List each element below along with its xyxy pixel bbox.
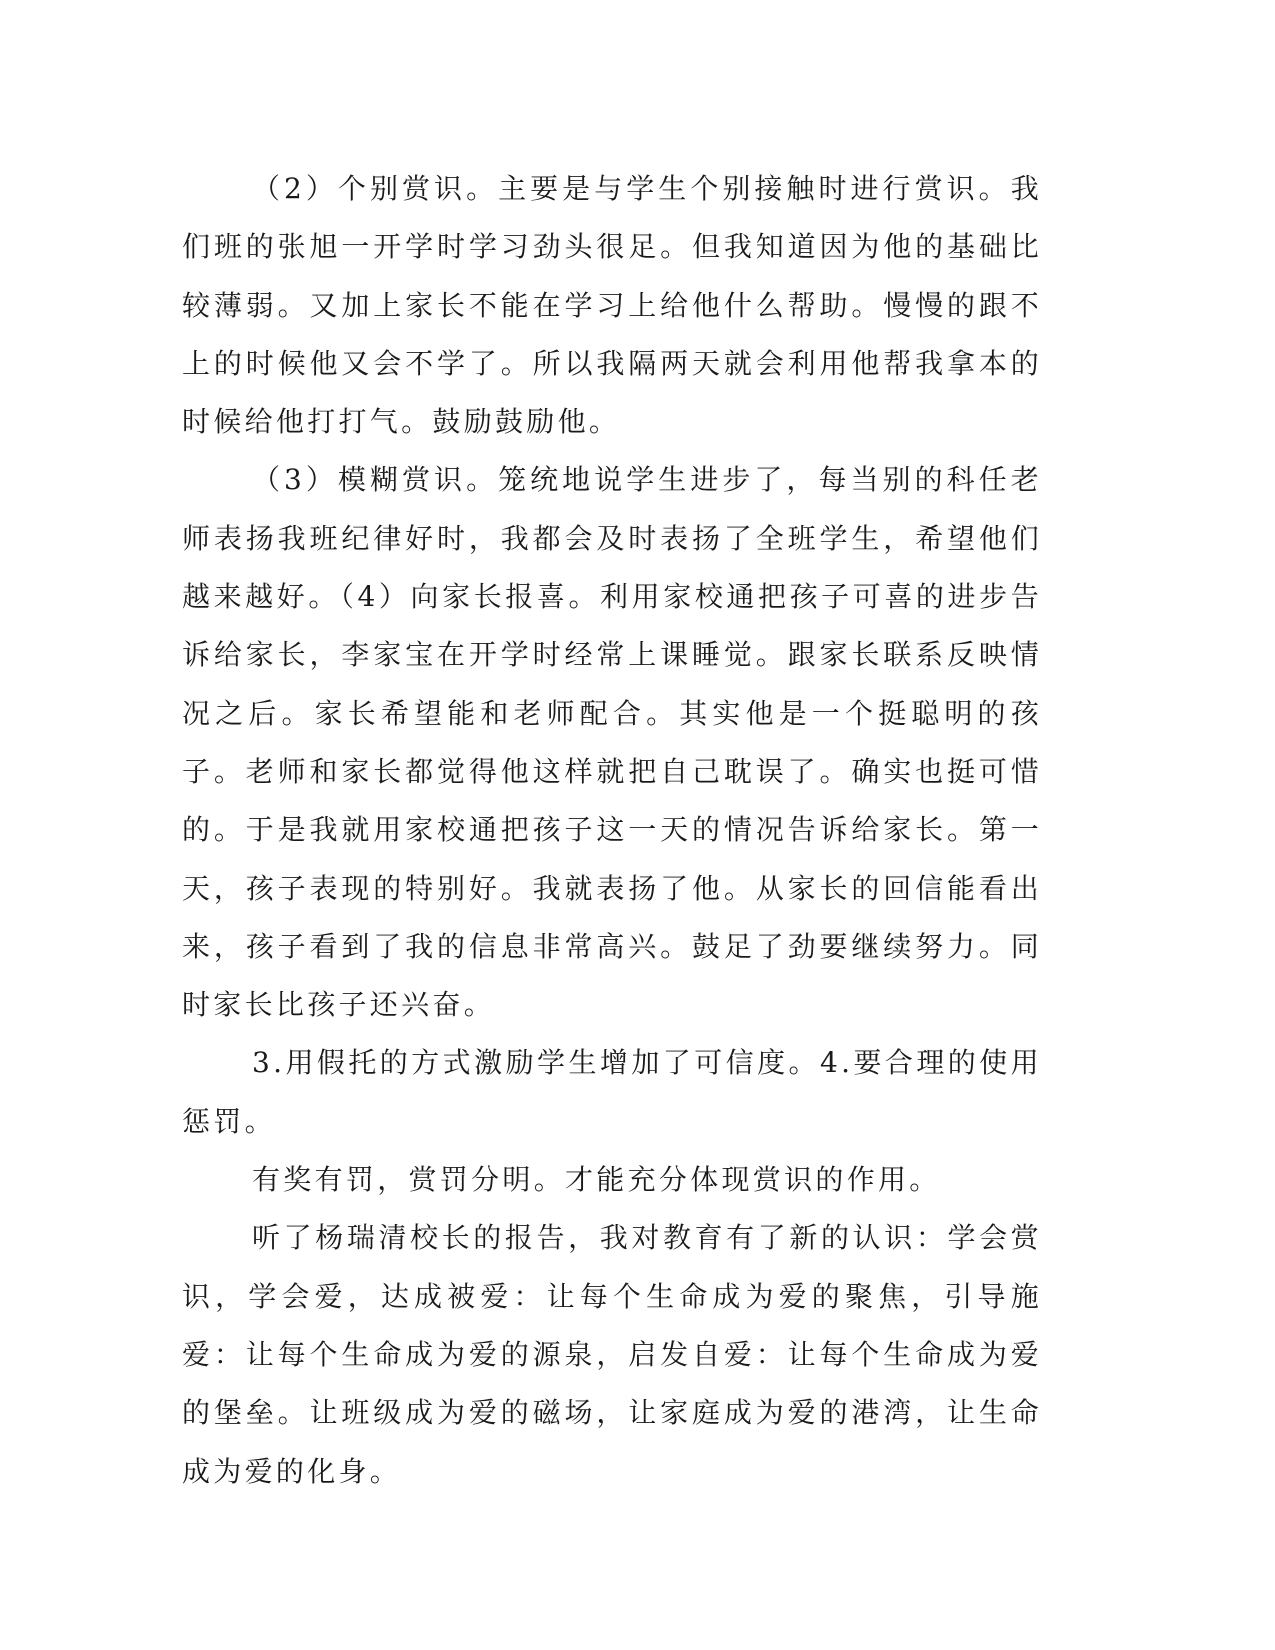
paragraph-individual-appreciation: （2）个别赏识。主要是与学生个别接触时进行赏识。我们班的张旭一开学时学习劲头很足。但我知道因为他的基础比较薄弱。又加上家长不能在学习上给他什么帮助。慢慢的跟不上的时候他又会不学了。所以我隔两天就会利用他帮我拿本的时候给他打打气。鼓励鼓励他。 bbox=[182, 172, 1042, 439]
body-text bbox=[182, 160, 1042, 1501]
paragraph-vague-appreciation: （3）模糊赏识。笼统地说学生进步了，每当别的科任老师表扬我班纪律好时，我都会及时表扬了全班学生，希望他们越来越好。（4）向家长报喜。利用家校通把孩子可喜的进步告诉给家长，李家宝在开学时经常上课睡觉。跟家长联系反映情况之后。家长希望能和老师配合。其实他是一个挺聪明的孩子。老师和家长都觉得他这样就把自己耽误了。确实也挺可惜的。于是我就用家校通把孩子这一天的情况告诉给家长。第一天，孩子表现的特别好。我就表扬了他。从家长的回信能看出来，孩子看到了我的信息非常高兴。鼓足了劲要继续努力。同时家长比孩子还兴奋。 bbox=[182, 463, 1042, 1022]
paragraph-report-reflection: 听了杨瑞清校长的报告，我对教育有了新的认识：学会赏识，学会爱，达成被爱：让每个生命成为爱的聚焦，引导施爱：让每个生命成为爱的源泉，启发自爱：让每个生命成为爱的堡垒。让班级成为爱的磁场，让家庭成为爱的港湾，让生命成为爱的化身。 bbox=[182, 1221, 1042, 1488]
paragraph-rewards-punishments: 有奖有罚，赏罚分明。才能充分体现赏识的作用。 bbox=[252, 1163, 941, 1197]
paragraph-pretext-motivation: 3.用假托的方式激励学生增加了可信度。4.要合理的使用惩罚。 bbox=[182, 1046, 1042, 1138]
